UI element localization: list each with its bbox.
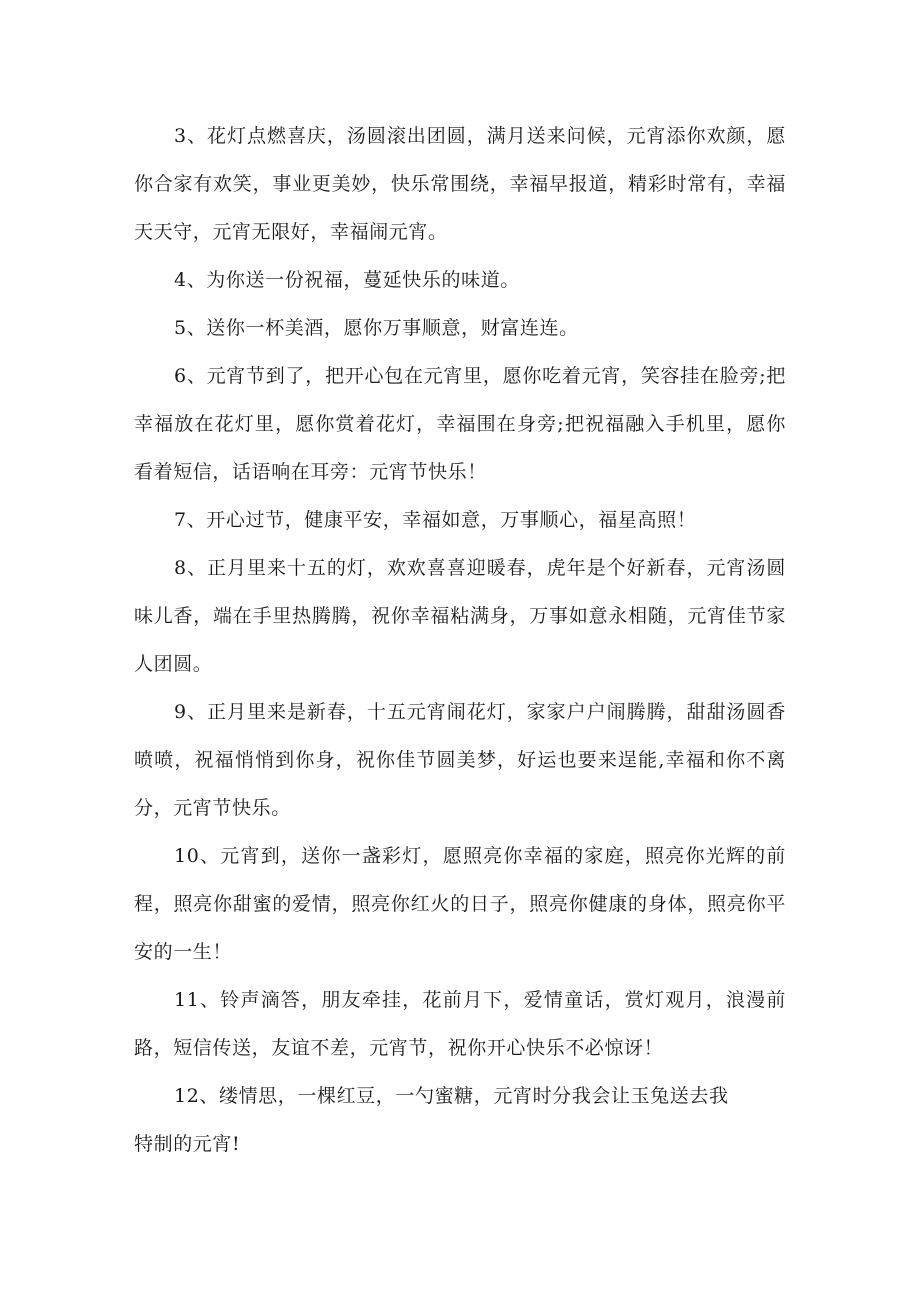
paragraph-11: 11、铃声滴答，朋友牵挂，花前月下，爱情童话，赏灯观月，浪漫前路，短信传送，友谊不差，元宵节，祝你开心快乐不必惊讶！ [134, 989, 786, 1059]
paragraph-8: 8、正月里来十五的灯，欢欢喜喜迎暖春，虎年是个好新春，元宵汤圆味儿香，端在手里热腾腾，祝你幸福粘满身，万事如意永相随，元宵佳节家人团圆。 [134, 557, 786, 675]
paragraph-10: 10、元宵到，送你一盏彩灯，愿照亮你幸福的家庭，照亮你光辉的前程，照亮你甜蜜的爱情，照亮你红火的日子，照亮你健康的身体，照亮你平安的一生！ [134, 845, 786, 963]
paragraph-7: 7、开心过节，健康平安，幸福如意，万事顺心，福星高照！ [174, 509, 697, 531]
paragraph-3: 3、花灯点燃喜庆，汤圆滚出团圆，满月送来问候，元宵添你欢颜，愿你合家有欢笑，事业更美妙，快乐常围绕，幸福早报道，精彩时常有，幸福天天守，元宵无限好，幸福闹元宵。 [134, 125, 786, 243]
paragraph-12-continuation: 特制的元宵! [134, 1133, 241, 1155]
paragraph-5: 5、送你一杯美酒，愿你万事顺意，财富连连。 [174, 317, 579, 339]
paragraph-12: 12、缕情思，一棵红豆，一勺蜜糖，元宵时分我会让玉兔送去我 [174, 1085, 729, 1107]
paragraph-9: 9、正月里来是新春，十五元宵闹花灯，家家户户闹腾腾，甜甜汤圆香喷喷，祝福悄悄到你身，祝你佳节圆美梦，好运也要来逞能,幸福和你不离分，元宵节快乐。 [134, 701, 786, 819]
paragraph-4: 4、为你送一份祝福，蔓延快乐的味道。 [174, 269, 520, 291]
paragraph-6: 6、元宵节到了，把开心包在元宵里，愿你吃着元宵，笑容挂在脸旁;把幸福放在花灯里，愿你赏着花灯，幸福围在身旁;把祝福融入手机里，愿你看着短信，话语响在耳旁：元宵节快乐！ [134, 365, 786, 483]
